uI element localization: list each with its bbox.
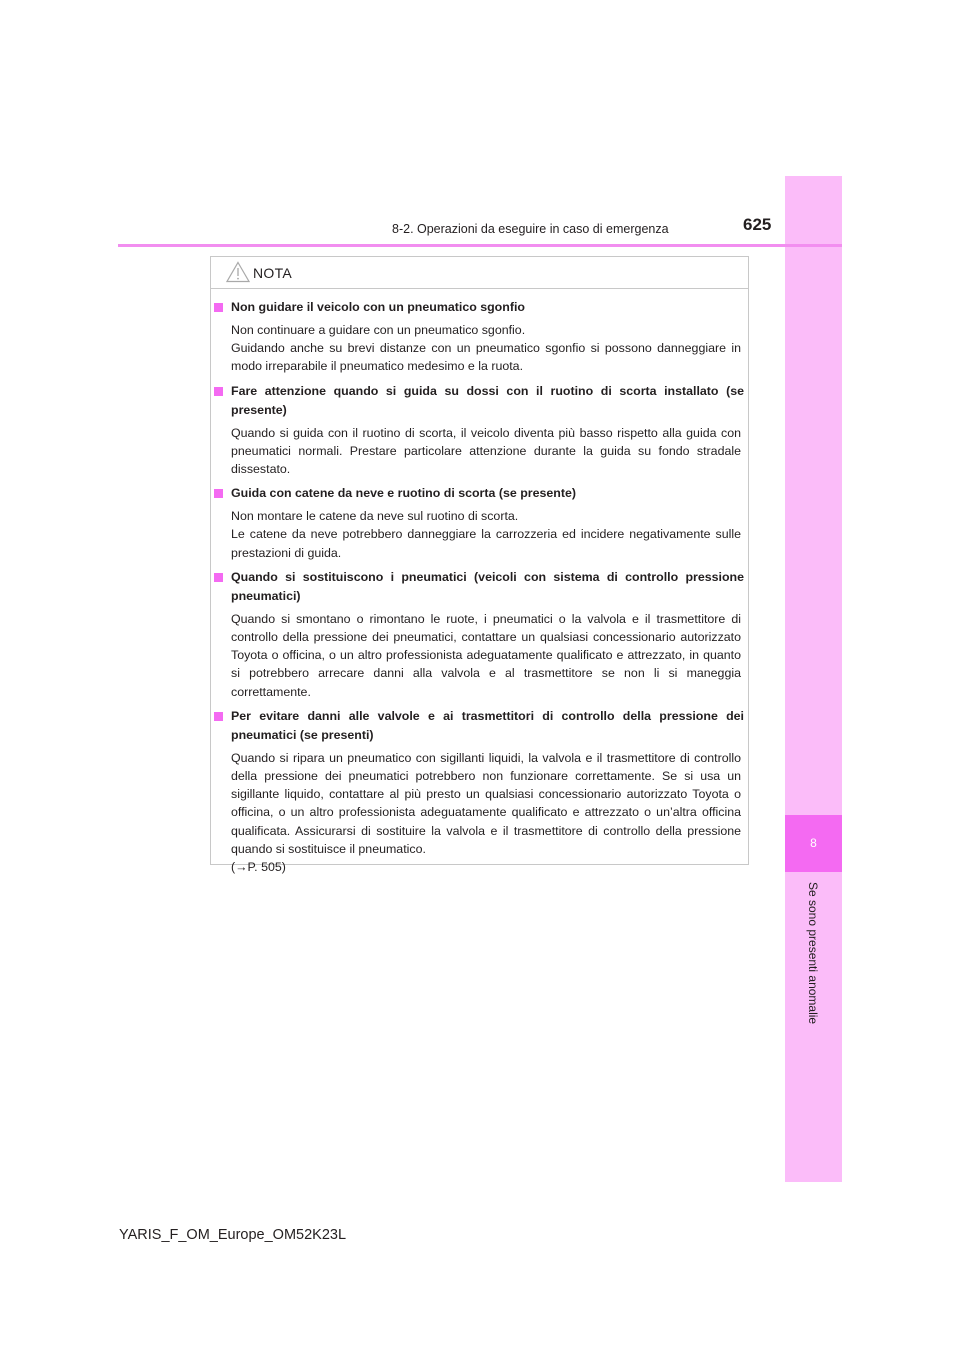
square-bullet-icon (214, 573, 223, 582)
chapter-number-box (785, 815, 842, 872)
section-heading: Fare attenzione quando si guida su dossi con il ruotino di scorta installato (se presente) (214, 382, 744, 420)
section-heading: Quando si sostituiscono i pneumatici (veicoli con sistema di controllo pressione pneumatici) (214, 568, 744, 606)
warning-triangle-icon (226, 261, 250, 288)
square-bullet-icon (214, 489, 223, 498)
section-title: 8-2. Operazioni da eseguire in caso di emergenza (392, 222, 669, 236)
square-bullet-icon (214, 712, 223, 721)
section-heading: Guida con catene da neve e ruotino di scorta (se presente) (214, 484, 744, 503)
chapter-side-tab (785, 176, 842, 1182)
nota-section (211, 707, 750, 876)
nota-section (211, 298, 750, 376)
header-divider (118, 244, 842, 247)
section-text: Non montare le catene da neve sul ruotino di scorta. Le catene da neve potrebbero danneggiare la carrozzeria ed incidere negativamente sulle prestazioni di guida. (231, 509, 741, 560)
section-heading: Per evitare danni alle valvole e ai trasmettitori di controllo della pressione dei pneumatici (se presenti) (214, 707, 744, 745)
nota-header (211, 257, 748, 289)
section-heading: Non guidare il veicolo con un pneumatico sgonfio (214, 298, 744, 317)
chapter-number: 8 (810, 836, 817, 850)
nota-box (210, 256, 749, 875)
square-bullet-icon (214, 387, 223, 396)
square-bullet-icon (214, 303, 223, 312)
nota-section (211, 568, 750, 701)
nota-section (211, 382, 750, 479)
document-id: YARIS_F_OM_Europe_OM52K23L (119, 1227, 347, 1243)
nota-title: NOTA (253, 265, 293, 281)
page-reference-link: (→P. 505) (231, 860, 286, 875)
nota-body (211, 298, 750, 882)
section-text: Non continuare a guidare con un pneumatico sgonfio. Guidando anche su brevi distanze con un pneumatico sgonfio si possono danneggiare in modo irreparabile il pneumatico medesimo e la ruota. (231, 323, 741, 374)
chapter-label: Se sono presenti anomalie (806, 882, 820, 1025)
page-number: 625 (743, 215, 772, 234)
section-text: Quando si guida con il ruotino di scorta, il veicolo diventa più basso rispetto alla guida con pneumatici normali. Prestare particolare attenzione durante la guida su fondo stradale dissestato. (231, 425, 741, 477)
section-text: Quando si smontano o rimontano le ruote, i pneumatici o la valvola e il trasmettitore di controllo della pressione dei pneumatici, contattare un qualsiasi concessionario autorizzato Toyota o officina, o un altro professionista adeguatamente qualificato e attrezzato, in quanto si potrebbero arrecare danni alla valvola e al trasmettitore se non li si maneggia correttamente. (231, 611, 741, 699)
nota-section (211, 484, 750, 562)
section-text: Quando si ripara un pneumatico con sigillanti liquidi, la valvola e il trasmettitore di controllo della pressione dei pneumatici potrebbero non funzionare correttamente. Se si usa un sigillante liquido, contattare al più presto un qualsiasi concessionario autorizzato Toyota o officina, o un altro professionista adeguatamente qualificato e attrezzato o un’altra officina qualificata. Assicurarsi di sostituire la valvola e il trasmettitore di controllo della pressione quando si sostituisce il pneumatico. (→P. 505) (231, 749, 741, 876)
